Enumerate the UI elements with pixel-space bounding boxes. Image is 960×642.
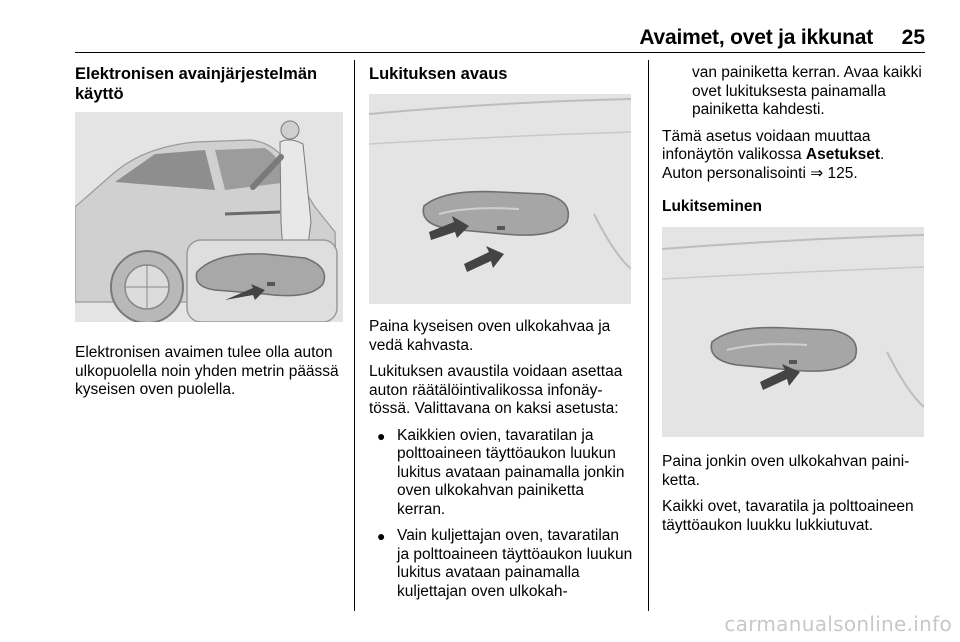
list-item-text: Kaikkien ovien, tavaratilan ja polttoaineen täyttöaukon luukun lukitus avataan painamalla jonkin oven ulkokahvan painiketta kerran. bbox=[397, 426, 625, 518]
section-heading-unlocking: Lukituksen avaus bbox=[369, 65, 508, 83]
setting-suffix: . bbox=[879, 146, 885, 163]
watermark: carmanualsonline.info bbox=[724, 612, 952, 636]
door-handle-pull-illustration bbox=[369, 94, 631, 304]
column-3 bbox=[662, 64, 928, 543]
page-reference: 125. bbox=[823, 164, 858, 182]
door-handle-press-illustration bbox=[662, 227, 924, 437]
setting-text: Tämä asetus voidaan muuttaa infonäytön valikossa bbox=[662, 127, 871, 163]
unlock-mode-paragraph: Lukituksen avaustila voidaan asettaa auton räätälöintivalikossa infonäytössä. Valittavana on kaksi asetusta: bbox=[369, 363, 623, 417]
unlock-options-list bbox=[369, 427, 635, 602]
page-reference-icon: ⇒ bbox=[810, 164, 824, 182]
list-item-text: Vain kuljettajan oven, tavaratilan ja polttoaineen täyttöaukon luukun lukitus avataan painamalla kuljettajan oven ulkokah- bbox=[397, 527, 633, 600]
setting-paragraph bbox=[662, 128, 928, 184]
bullet-icon: ● bbox=[377, 528, 386, 544]
unlock-illustration-svg bbox=[369, 94, 631, 304]
section-heading-locking: Lukitseminen bbox=[662, 198, 762, 215]
continued-bullet-text: van painiketta kerran. Avaa kaikki ovet lukituksesta painamalla painiketta kahdesti. bbox=[692, 64, 922, 118]
list-item bbox=[369, 527, 635, 601]
car-approach-illustration bbox=[75, 112, 343, 322]
all-locked-paragraph: Kaikki ovet, tavaratila ja polttoaineen täyttöaukon luukku lukkiutuvat. bbox=[662, 498, 914, 534]
key-distance-paragraph: Elektronisen avaimen tulee olla auton ulkopuolella noin yhden metrin päässä kyseisen oven puolella. bbox=[75, 344, 339, 398]
car-illustration-svg bbox=[75, 112, 343, 322]
pull-handle-paragraph: Paina kyseisen oven ulkokahvaa ja vedä kahvasta. bbox=[369, 318, 611, 354]
page-header bbox=[75, 26, 925, 52]
page-title: Avaimet, ovet ja ikkunat bbox=[639, 26, 873, 49]
lock-illustration-svg bbox=[662, 227, 924, 437]
personalization-text: Auton personalisointi bbox=[662, 164, 811, 182]
section-heading-key-system: Elektronisen avainjärjestelmän käyttö bbox=[75, 65, 318, 103]
column-1 bbox=[75, 64, 343, 408]
bullet-icon: ● bbox=[377, 427, 386, 444]
header-rule bbox=[75, 52, 925, 53]
settings-menu-name: Asetukset bbox=[805, 146, 880, 163]
column-divider-1 bbox=[354, 60, 355, 611]
column-2 bbox=[369, 64, 635, 609]
list-item bbox=[369, 427, 635, 520]
column-divider-2 bbox=[648, 60, 649, 611]
press-button-paragraph: Paina jonkin oven ulkokahvan painiketta. bbox=[662, 453, 910, 489]
page-number: 25 bbox=[901, 26, 925, 49]
